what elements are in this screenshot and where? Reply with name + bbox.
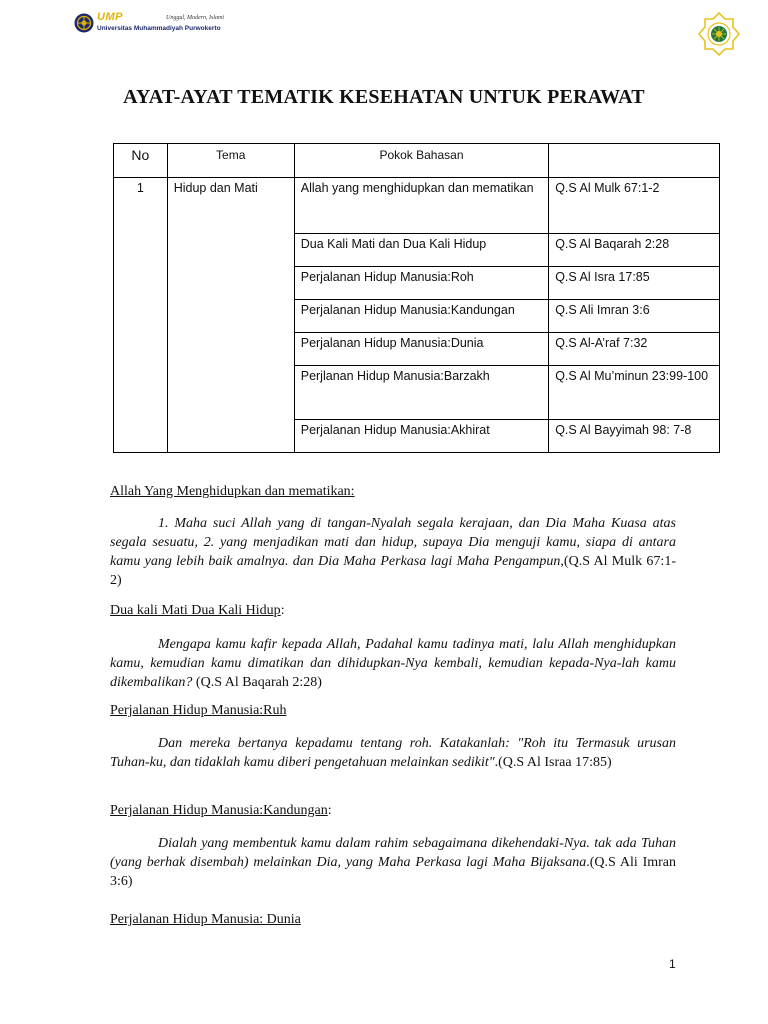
table-row xyxy=(114,178,720,234)
section-heading-menghidupkan: Allah Yang Menghidupkan dan mematikan: xyxy=(110,484,355,499)
brand-name: UMP xyxy=(97,11,123,23)
muhammadiyah-sun-emblem-icon xyxy=(692,11,746,57)
reference-cell: Q.S Al Bayyimah 98: 7-8 xyxy=(549,420,720,453)
university-motto: Unggul, Modern, Islami xyxy=(166,15,224,21)
reference-cell: Q.S Al-A’raf 7:32 xyxy=(549,333,720,366)
section-heading-ruh: Perjalanan Hidup Manusia:Ruh xyxy=(110,703,287,718)
heading-suffix: : xyxy=(280,603,285,618)
verse-reference: ,(Q.S Al Mulk 67:1-2) xyxy=(110,554,676,588)
header-tema: Tema xyxy=(167,144,294,178)
reference-cell: Q.S Al Mu’minun 23:99-100 xyxy=(549,366,720,420)
topic-table xyxy=(113,143,720,453)
university-name: Universitas Muhammadiyah Purwokerto xyxy=(97,25,221,32)
verse-paragraph xyxy=(110,834,676,891)
verse-reference: .(Q.S Ali Imran 3:6) xyxy=(110,855,676,889)
globe-emblem-icon xyxy=(74,12,94,34)
verse-reference: .(Q.S Al Israa 17:85) xyxy=(494,755,612,770)
verse-reference: (Q.S Al Baqarah 2:28) xyxy=(192,675,322,690)
header-no: No xyxy=(114,144,168,178)
heading-suffix: : xyxy=(327,803,332,818)
reference-cell: Q.S Ali Imran 3:6 xyxy=(549,300,720,333)
section-heading-kandungan xyxy=(110,803,332,819)
page-title: AYAT-AYAT TEMATIK KESEHATAN UNTUK PERAWAT xyxy=(123,86,645,108)
topic-cell: Perjalanan Hidup Manusia:Roh xyxy=(294,267,548,300)
header-reference xyxy=(549,144,720,178)
verse-paragraph xyxy=(110,635,676,692)
reference-cell: Q.S Al Isra 17:85 xyxy=(549,267,720,300)
reference-cell: Q.S Al Baqarah 2:28 xyxy=(549,234,720,267)
header-pokok-bahasan: Pokok Bahasan xyxy=(294,144,548,178)
heading-text: Perjalanan Hidup Manusia:Kandungan xyxy=(110,803,328,818)
row-number: 1 xyxy=(114,178,168,453)
page-number: 1 xyxy=(669,957,676,971)
verse-text: Mengapa kamu kafir kepada Allah, Padahal kamu tadinya mati, lalu Allah menghidupkan kamu, kemudian kamu dimatikan dan dihidupkan-Nya kembali, kemudian kepada-Nya-lah kamu dikembalikan? xyxy=(110,637,676,690)
verse-text: Dialah yang membentuk kamu dalam rahim sebagaimana dikehendaki-Nya. tak ada Tuhan (yang berhak disembah) melainkan Dia, yang Maha Perkasa lagi Maha Bijaksana xyxy=(110,836,676,870)
topic-cell: Dua Kali Mati dan Dua Kali Hidup xyxy=(294,234,548,267)
verse-text: Dan mereka bertanya kepadamu tentang roh. Katakanlah: "Roh itu Termasuk urusan Tuhan-ku, dan tidaklah kamu diberi pengetahuan melainkan sedikit" xyxy=(110,736,676,770)
verse-paragraph xyxy=(110,514,676,590)
table-header-row xyxy=(114,144,720,178)
section-heading-dunia: Perjalanan Hidup Manusia: Dunia xyxy=(110,912,301,927)
heading-text: Dua kali Mati Dua Kali Hidup xyxy=(110,603,281,618)
university-logo xyxy=(74,12,224,38)
topic-cell: Perjalanan Hidup Manusia:Dunia xyxy=(294,333,548,366)
topic-cell: Perjalanan Hidup Manusia:Kandungan xyxy=(294,300,548,333)
theme-cell: Hidup dan Mati xyxy=(167,178,294,453)
verse-text: 1. Maha suci Allah yang di tangan-Nyalah segala kerajaan, dan Dia Maha Kuasa atas segala sesuatu, 2. yang menjadikan mati dan hidup, supaya Dia menguji kamu, siapa di antara kamu yang lebih baik amalnya. dan Dia Maha Perkasa lagi Maha Pengampun xyxy=(110,516,676,569)
verse-paragraph xyxy=(110,734,676,772)
topic-cell: Allah yang menghidupkan dan mematikan xyxy=(294,178,548,234)
section-heading-dua-kali xyxy=(110,603,285,619)
reference-cell: Q.S Al Mulk 67:1-2 xyxy=(549,178,720,234)
topic-cell: Perjlanan Hidup Manusia:Barzakh xyxy=(294,366,548,420)
topic-cell: Perjalanan Hidup Manusia:Akhirat xyxy=(294,420,548,453)
